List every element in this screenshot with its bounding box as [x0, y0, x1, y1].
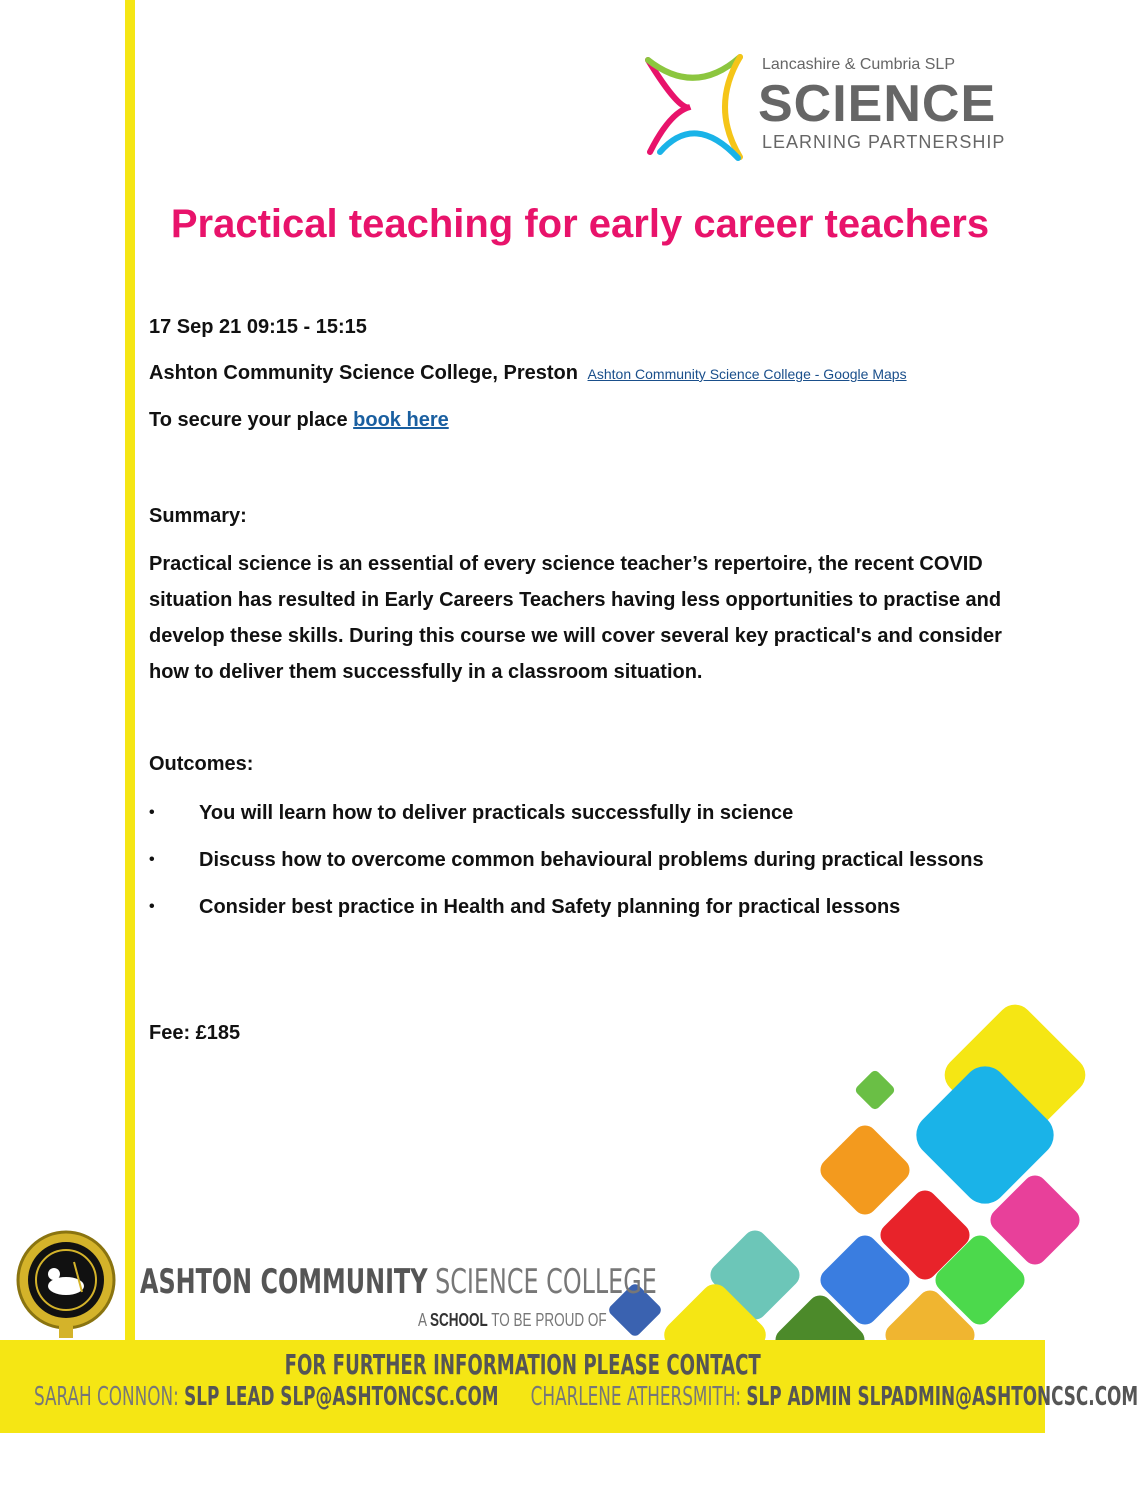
bullet-icon: • [149, 898, 155, 915]
outcome-text: Consider best practice in Health and Safety planning for practical lessons [199, 896, 901, 918]
school-name [140, 1262, 657, 1302]
fee-text: Fee: £185 [149, 1022, 241, 1044]
tagline-a: A [418, 1310, 427, 1330]
booking-line [149, 409, 449, 432]
slp-partnership-label: LEARNING PARTNERSHIP [762, 132, 1006, 152]
booking-prefix: To secure your place [149, 409, 348, 431]
left-accent-bar [125, 0, 135, 1340]
contact2-name: CHARLENE ATHERSMITH: [530, 1382, 742, 1412]
tagline-bold: SCHOOL [430, 1310, 488, 1330]
slp-region-label: Lancashire & Cumbria SLP [762, 56, 955, 73]
outcome-text: You will learn how to deliver practicals successfully in science [199, 802, 794, 824]
contact2-detail[interactable]: SLP ADMIN SLPADMIN@ASHTONCSC.COM [746, 1382, 1138, 1412]
outcomes-heading: Outcomes: [149, 753, 254, 775]
bullet-icon: • [149, 851, 155, 868]
school-name-bold: ASHTON COMMUNITY [140, 1262, 428, 1302]
bullet-icon: • [149, 804, 155, 821]
footer-heading-text: FOR FURTHER INFORMATION PLEASE CONTACT [284, 1348, 761, 1381]
school-tagline [418, 1310, 607, 1331]
event-venue: Ashton Community Science College, Preston [149, 362, 578, 384]
tagline-rest: TO BE PROUD OF [491, 1310, 607, 1330]
list-item [149, 795, 1009, 831]
outcomes-list [149, 795, 1009, 936]
list-item [149, 889, 1009, 925]
contact-footer [0, 1340, 1138, 1433]
event-datetime: 17 Sep 21 09:15 - 15:15 [149, 316, 367, 338]
event-venue-line [149, 362, 907, 385]
google-maps-link[interactable]: Ashton Community Science College - Google Maps [587, 366, 907, 382]
footer-contacts [34, 1382, 1138, 1412]
contact1-name: SARAH CONNON: [34, 1382, 179, 1412]
page-title: Practical teaching for early career teachers [170, 202, 990, 246]
decorative-diamonds-icon [590, 1000, 1058, 1345]
contact1-detail[interactable]: SLP LEAD SLP@ASHTONCSC.COM [184, 1382, 499, 1412]
outcome-text: Discuss how to overcome common behavioural problems during practical lessons [199, 849, 984, 871]
summary-heading: Summary: [149, 505, 247, 527]
school-crest-icon [14, 1222, 118, 1340]
book-here-link[interactable]: book here [353, 409, 449, 431]
summary-text: Practical science is an essential of every science teacher’s repertoire, the recent COVID situation has resulted in Early Careers Teachers having less opportunities to practise and develop these skills. During this course we will cover several key practical's and consider how to deliver them successfully in a classroom situation. [149, 553, 1002, 683]
slp-logo [640, 52, 1020, 162]
school-name-light: SCIENCE COLLEGE [435, 1262, 657, 1302]
slp-science-label: SCIENCE [758, 75, 997, 133]
footer-heading [0, 1348, 1045, 1381]
list-item [149, 842, 1009, 878]
slp-x-mark-icon [640, 52, 750, 162]
